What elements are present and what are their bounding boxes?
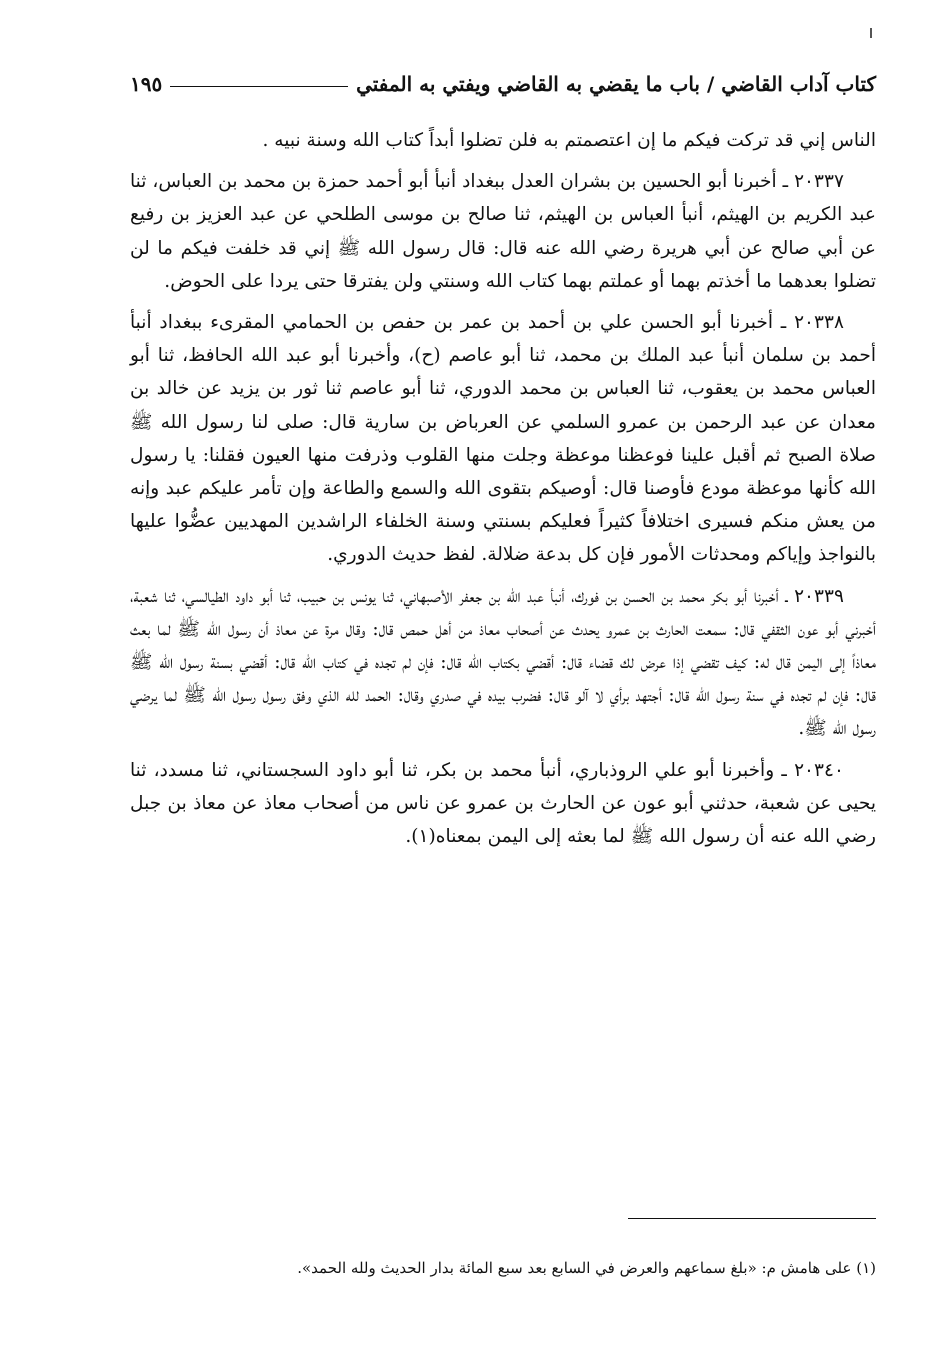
header-rule	[170, 86, 348, 87]
page-number: ١٩٥	[130, 72, 163, 96]
body-text	[130, 124, 876, 853]
hadith-20337: ٢٠٣٣٧ ـ أخبرنا أبو الحسين بن بشران العدل ببغداد أنبأ أبو أحمد حمزة بن محمد بن العباس، ثنا عبد الكريم بن الهيثم، أنبأ العباس بن الهيثم، ثنا صالح بن موسى الطلحي عن عبد العزيز بن رفيع عن أبي صالح عن أبي هريرة رضي الله عنه قال: قال رسول الله ﷺ إني قد خلفت فيكم ما لن تضلوا بعدهما ما أخذتم بهما أو عملتم بهما كتاب الله وسنتي ولن يفترقا حتى يردا على الحوض.	[130, 171, 876, 292]
running-title: كتاب آداب القاضي / باب ما يقضي به القاضي ويفتي به المفتي	[356, 72, 876, 96]
hadith-20339: ٢٠٣٣٩ ـ أخبرنا أبو بكر محمد بن الحسن بن فورك، أنبأ عبد الله بن جعفر الأصبهاني، ثنا يونس بن حبيب، ثنا أبو داود الطيالسي، ثنا شعبة، أخبرني أبو عون الثقفي قال: سمعت الحارث بن عمرو يحدث عن أصحاب معاذ من أهل حمص قال: وقال مرة عن معاذ أن رسول الله ﷺ لما بعث معاذاً إلى اليمن قال له: كيف تقضي إذا عرض لك قضاء قال: أقضي بكتاب الله قال: فإن لم تجده في كتاب الله قال: أقضي بسنة رسول الله ﷺ قال: فإن لم تجده في سنة رسول الله قال: أجتهد برأي لا آلو قال: فضرب بيده في صدري وقال: الحمد لله الذي وفق رسول رسول الله ﷺ لما يرضي رسول الله ﷺ.	[130, 585, 876, 740]
hadith-20340: ٢٠٣٤٠ ـ وأخبرنا أبو علي الروذباري، أنبأ محمد بن بكر، ثنا أبو داود السجستاني، ثنا مسدد، ثنا يحيى عن شعبة، حدثني أبو عون عن الحارث بن عمرو عن ناس من أصحاب معاذ عن معاذ بن جبل رضي الله عنه أن رسول الله ﷺ لما بعثه إلى اليمن بمعناه(١).	[130, 759, 876, 848]
book-page	[130, 66, 876, 861]
corner-mark	[870, 28, 872, 38]
footnote-area	[130, 1218, 876, 1277]
page-header	[130, 66, 876, 102]
footnote: (١) على هامش م: «بلغ سماعهم والعرض في السابع بعد سبع المائة بدار الحديث ولله الحمد».	[297, 1259, 876, 1277]
paragraph-continuation: الناس إني قد تركت فيكم ما إن اعتصمتم به فلن تضلوا أبداً كتاب الله وسنة نبيه .	[262, 130, 876, 151]
hadith-20338: ٢٠٣٣٨ ـ أخبرنا أبو الحسن علي بن أحمد بن عمر بن حفص بن الحمامي المقرىء ببغداد أنبأ أحمد بن سلمان أنبأ عبد الملك بن محمد، ثنا أبو عاصم (ح)، وأخبرنا أبو عبد الله الحافظ، ثنا أبو العباس محمد بن يعقوب، ثنا العباس بن محمد الدوري، ثنا أبو عاصم ثنا ثور بن يزيد عن خالد بن معدان عن عبد الرحمن بن عمرو السلمي عن العرباض بن سارية قال: صلى لنا رسول الله ﷺ صلاة الصبح ثم أقبل علينا فوعظنا موعظة وجلت منها القلوب وذرفت منها العيون فقلنا: يا رسول الله كأنها موعظة مودع فأوصنا قال: أوصيكم بتقوى الله والسمع والطاعة وإن تأمر عليكم عبد وإنه من يعش منكم فسيرى اختلافاً كثيراً فعليكم بسنتي وسنة الخلفاء الراشدين المهديين عضُّوا عليها بالنواجذ وإياكم ومحدثات الأمور فإن كل بدعة ضلالة. لفظ حديث الدوري.	[130, 312, 876, 566]
footnote-rule	[628, 1218, 876, 1219]
